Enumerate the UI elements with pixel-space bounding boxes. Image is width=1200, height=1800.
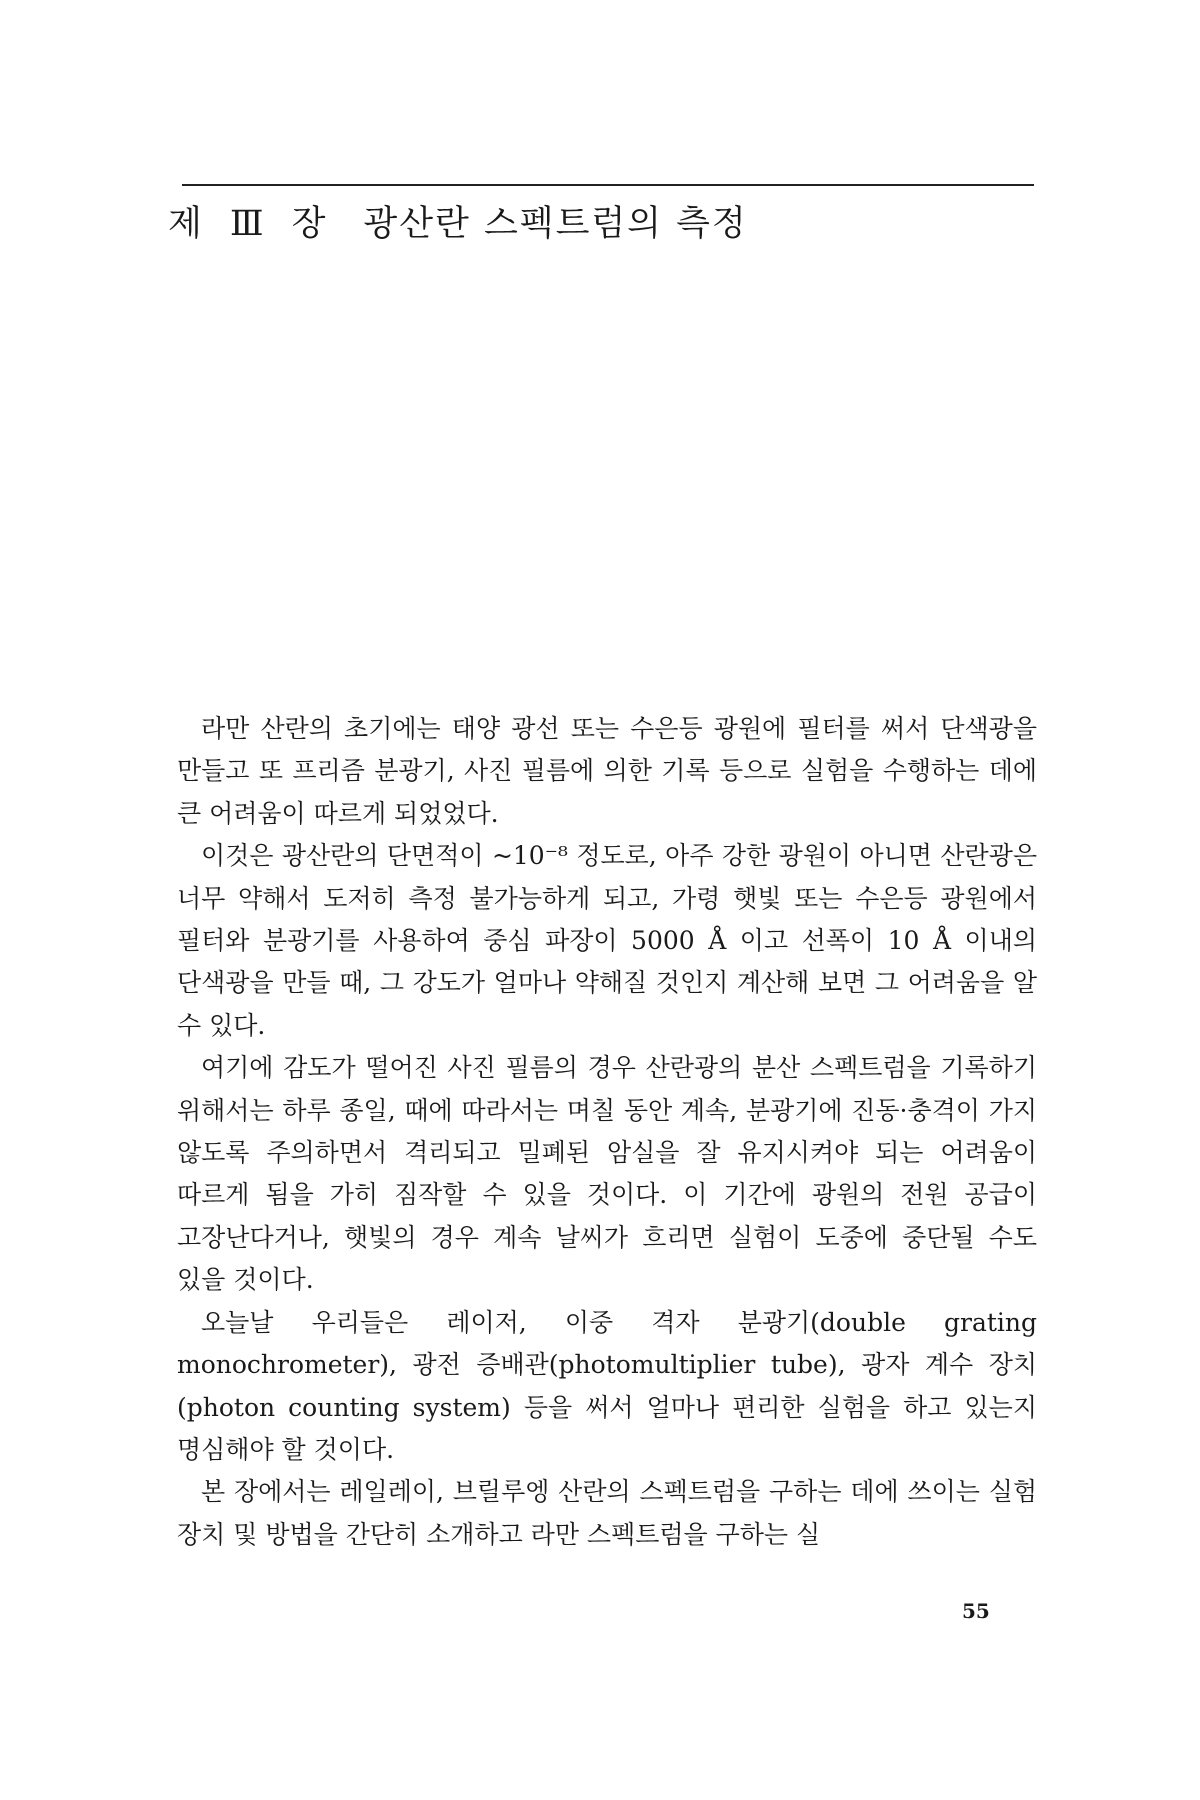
paragraph-2: 이것은 광산란의 단면적이 ~10⁻⁸ 정도로, 아주 강한 광원이 아니면 산란광은 너무 약해서 도저히 측정 불가능하게 되고, 가령 햇빛 또는 수은등 광원에서 필터와 분광기를 사용하여 중심 파장이 5000 Å 이고 선폭이 10 Å 이내의 단색광을 만들 때, 그 강도가 얼마나 약해질 것인지 계산해 보면 그 어려움을 알 수 있다. xyxy=(177,841,1037,1040)
chapter-rule xyxy=(182,184,1034,186)
body-text xyxy=(177,708,1037,1556)
paragraph-1: 라만 산란의 초기에는 태양 광선 또는 수은등 광원에 필터를 써서 단색광을 만들고 또 프리즘 분광기, 사진 필름에 의한 기록 등으로 실험을 수행하는 데에 큰 어려움이 따르게 되었었다. xyxy=(177,714,1037,828)
chapter-heading xyxy=(168,196,1048,246)
page-number: 55 xyxy=(962,1599,990,1623)
paragraph-3: 여기에 감도가 떨어진 사진 필름의 경우 산란광의 분산 스펙트럼을 기록하기 위해서는 하루 종일, 때에 따라서는 며칠 동안 계속, 분광기에 진동·충격이 가지 않도록 주의하면서 격리되고 밀폐된 암실을 잘 유지시켜야 되는 어려움이 따르게 됨을 가히 짐작할 수 있을 것이다. 이 기간에 광원의 전원 공급이 고장난다거나, 햇빛의 경우 계속 날씨가 흐리면 실험이 도중에 중단될 수도 있을 것이다. xyxy=(177,1053,1037,1295)
chapter-prefix: 제 xyxy=(168,204,204,244)
chapter-number: Ⅲ xyxy=(229,204,266,244)
chapter-title: 광산란 스펙트럼의 측정 xyxy=(363,204,748,244)
chapter-suffix: 장 xyxy=(291,204,328,244)
paragraph-5: 본 장에서는 레일레이, 브릴루엥 산란의 스펙트럼을 구하는 데에 쓰이는 실험 장치 및 방법을 간단히 소개하고 라만 스펙트럼을 구하는 실 xyxy=(177,1477,1037,1549)
paragraph-4: 오늘날 우리들은 레이저, 이중 격자 분광기(double grating monochrometer), 광전 증배관(photomultiplier tube), 광자 계수 장치(photon counting system) 등을 써서 얼마나 편리한 실험을 하고 있는지 명심해야 할 것이다. xyxy=(177,1307,1037,1464)
